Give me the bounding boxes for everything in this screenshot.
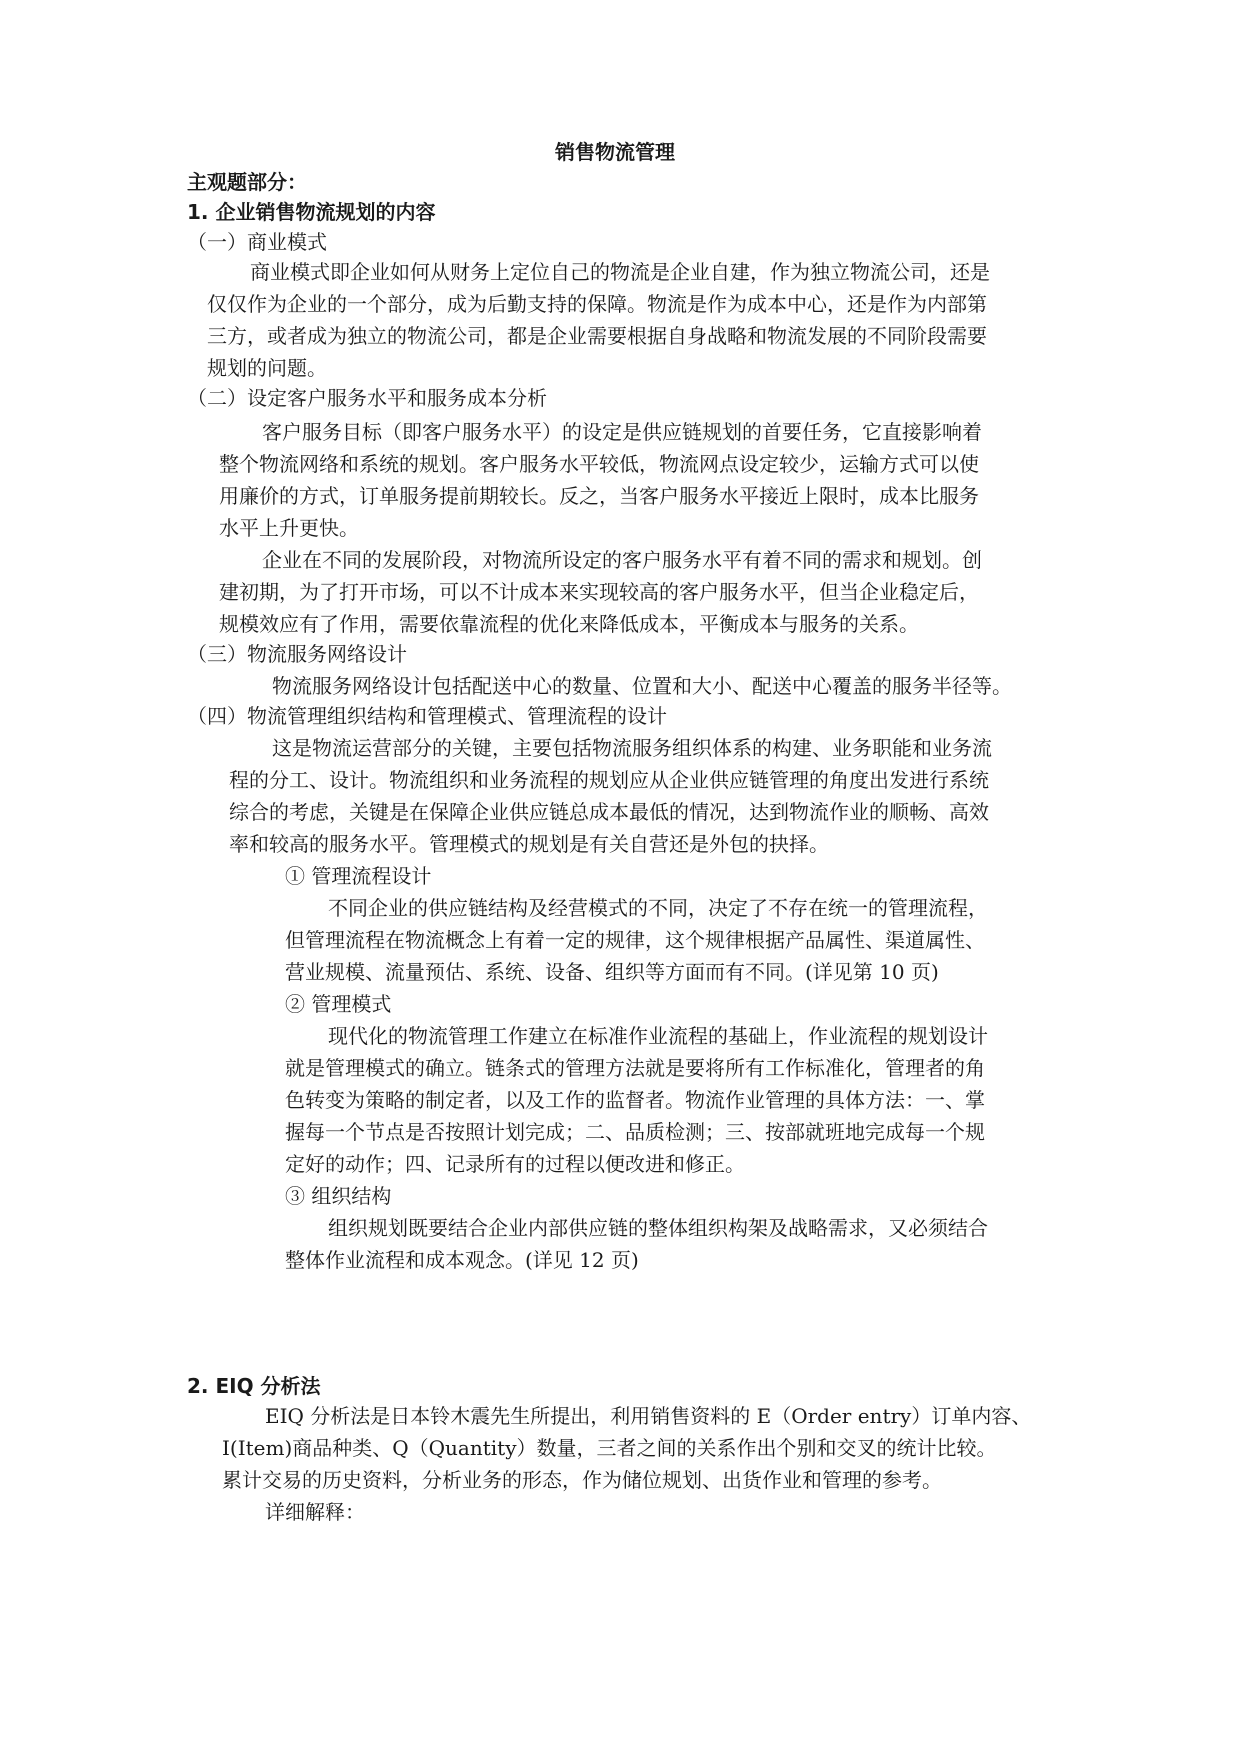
part-4-line: 综合的考虑，关键是在保障企业供应链总成本最低的情况，达到物流作业的顺畅、高效 (229, 800, 989, 824)
subsection-1-line: 不同企业的供应链结构及经营模式的不同，决定了不存在统一的管理流程， (328, 896, 988, 920)
subsection-1-heading: ① 管理流程设计 (285, 864, 432, 888)
subsection-1-line: 但管理流程在物流概念上有着一定的规律，这个规律根据产品属性、渠道属性、 (285, 928, 985, 952)
part-2-line: 整个物流网络和系统的规划。客户服务水平较低，物流网点设定较少，运输方式可以使 (219, 452, 979, 476)
subsection-2-line: 现代化的物流管理工作建立在标准作业流程的基础上，作业流程的规划设计 (328, 1024, 988, 1048)
subsection-2-line: 握每一个节点是否按照计划完成；二、品质检测；三、按部就班地完成每一个规 (285, 1120, 985, 1144)
question-2-heading: 2. EIQ 分析法 (187, 1374, 321, 1398)
question-1-heading: 1. 企业销售物流规划的内容 (187, 200, 436, 224)
question-2-line: EIQ 分析法是日本铃木震先生所提出，利用销售资料的 E（Order entry）订单内容、 (265, 1404, 1032, 1428)
subsection-2-line: 就是管理模式的确立。链条式的管理方法就是要将所有工作标准化，管理者的角 (285, 1056, 985, 1080)
part-1-line: 仅仅作为企业的一个部分，成为后勤支持的保障。物流是作为成本中心，还是作为内部第 (207, 292, 987, 316)
part-4-line: 程的分工、设计。物流组织和业务流程的规划应从企业供应链管理的角度出发进行系统 (229, 768, 989, 792)
part-4-line: 率和较高的服务水平。管理模式的规划是有关自营还是外包的抉择。 (229, 832, 829, 856)
part-2-line: 用廉价的方式，订单服务提前期较长。反之，当客户服务水平接近上限时，成本比服务 (219, 484, 979, 508)
part-1-line: 规划的问题。 (207, 356, 327, 380)
part-2-line: 规模效应有了作用，需要依靠流程的优化来降低成本，平衡成本与服务的关系。 (219, 612, 919, 636)
subsection-3-line: 组织规划既要结合企业内部供应链的整体组织构架及战略需求，又必须结合 (328, 1216, 988, 1240)
part-2-heading: （二）设定客户服务水平和服务成本分析 (187, 386, 547, 410)
detail-label: 详细解释： (265, 1500, 365, 1524)
part-2-line: 水平上升更快。 (219, 516, 359, 540)
part-3-heading: （三）物流服务网络设计 (187, 642, 407, 666)
part-2-line: 企业在不同的发展阶段，对物流所设定的客户服务水平有着不同的需求和规划。创 (262, 548, 982, 572)
subsection-3-heading: ③ 组织结构 (285, 1184, 392, 1208)
subsection-2-line: 定好的动作；四、记录所有的过程以便改进和修正。 (285, 1152, 745, 1176)
subsection-1-line: 营业规模、流量预估、系统、设备、组织等方面而有不同。(详见第 10 页) (285, 960, 939, 984)
subsection-2-line: 色转变为策略的制定者，以及工作的监督者。物流作业管理的具体方法：一、掌 (285, 1088, 985, 1112)
part-1-heading: （一）商业模式 (187, 230, 327, 254)
part-3-line: 物流服务网络设计包括配送中心的数量、位置和大小、配送中心覆盖的服务半径等。 (272, 674, 1012, 698)
part-1-line: 三方，或者成为独立的物流公司，都是企业需要根据自身战略和物流发展的不同阶段需要 (207, 324, 987, 348)
subsection-3-line: 整体作业流程和成本观念。(详见 12 页) (285, 1248, 639, 1272)
section-label: 主观题部分： (187, 170, 307, 194)
part-4-line: 这是物流运营部分的关键，主要包括物流服务组织体系的构建、业务职能和业务流 (272, 736, 992, 760)
part-4-heading: （四）物流管理组织结构和管理模式、管理流程的设计 (187, 704, 667, 728)
question-2-line: I(Item)商品种类、Q（Quantity）数量，三者之间的关系作出个别和交叉的统计比较。 (222, 1436, 997, 1460)
subsection-2-heading: ② 管理模式 (285, 992, 392, 1016)
question-2-line: 累计交易的历史资料，分析业务的形态，作为储位规划、出货作业和管理的参考。 (222, 1468, 942, 1492)
part-2-line: 建初期，为了打开市场，可以不计成本来实现较高的客户服务水平，但当企业稳定后， (219, 580, 979, 604)
part-1-line: 商业模式即企业如何从财务上定位自己的物流是企业自建，作为独立物流公司，还是 (250, 260, 990, 284)
part-2-line: 客户服务目标（即客户服务水平）的设定是供应链规划的首要任务，它直接影响着 (262, 420, 982, 444)
document-title: 销售物流管理 (555, 140, 675, 164)
